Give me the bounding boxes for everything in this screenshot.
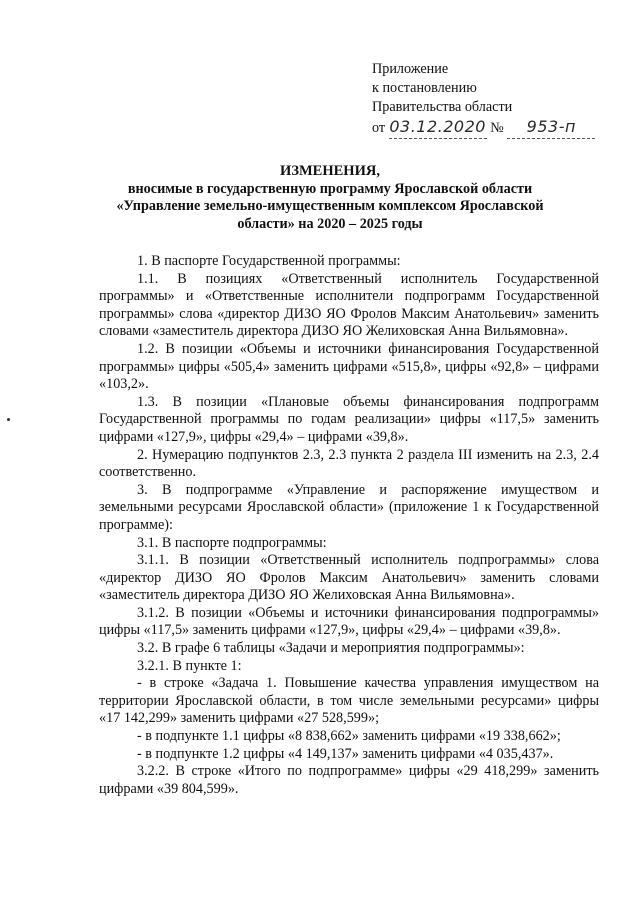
number-label: №	[490, 120, 504, 136]
paragraph: 3.2.2. В строке «Итого по подпрограмме» цифры «29 418,299» заменить цифрами «39 804,599».	[99, 763, 599, 797]
appendix-line-2: к постановлению	[372, 80, 477, 96]
paragraph: 3.1. В паспорте подпрограммы:	[137, 534, 327, 551]
title-line-2: «Управление земельно-имущественным комплексом Ярославской	[116, 198, 544, 214]
document-body	[99, 253, 599, 798]
paragraph: 3. В подпрограмме «Управление и распоряжение имуществом и земельными ресурсами Ярославской области» (приложение 1 к Государственной программе):	[99, 481, 599, 533]
handwritten-number: 953-п	[526, 117, 576, 136]
from-label: от	[372, 120, 386, 136]
paragraph: 1.3. В позиции «Плановые объемы финансирования подпрограмм Государственной программы по годам реализации» цифры «117,5» заменить цифрами «127,9», цифры «29,4» – цифрами «39,8».	[99, 393, 599, 445]
paragraph: - в подпункте 1.1 цифры «8 838,662» заменить цифрами «19 338,662»;	[137, 728, 561, 745]
appendix-line-1: Приложение	[372, 61, 449, 77]
title-line-1: вносимые в государственную программу Ярославской области	[127, 180, 533, 197]
paragraph: 1.2. В позиции «Объемы и источники финансирования Государственной программы» цифры «505,4» заменить цифрами «515,8», цифры «92,8» – цифрами «103,2».	[99, 340, 599, 393]
paragraph: 1. В паспорте Государственной программы:	[137, 253, 401, 269]
paragraph: 1.1. В позициях «Ответственный исполнитель Государственной программы» и «Ответственные исполнители подпрограмм Государственной программы» слова «директор ДИЗО ЯО Фролов Максим Анатольевич» заменить словами «заместитель директора ДИЗО ЯО Желиховская Анна Вильямовна».	[99, 270, 599, 340]
document-title	[60, 163, 600, 233]
title-heading: ИЗМЕНЕНИЯ,	[280, 163, 380, 179]
paragraph: 3.2. В графе 6 таблицы «Задачи и мероприятия подпрограммы»:	[137, 640, 525, 657]
paragraph: 3.2.1. В пункте 1:	[137, 657, 242, 674]
scan-speck	[7, 418, 10, 421]
date-field	[389, 117, 487, 139]
handwritten-date: 03.12.2020	[389, 117, 486, 136]
paragraph: - в строке «Задача 1. Повышение качества управления имуществом на территории Ярославской области, в том числе земельными ресурсами» цифры «17 142,299» заменить цифрами «27 528,599»;	[99, 675, 599, 727]
appendix-date-line	[372, 117, 622, 139]
appendix-header	[372, 60, 622, 139]
paragraph: 3.1.1. В позиции «Ответственный исполнитель подпрограммы» слова «директор ДИЗО ЯО Фролов Максим Анатольевич» заменить словами «заместитель директора ДИЗО ЯО Желиховская Анна Вильямовна».	[99, 552, 599, 604]
title-line-3: области» на 2020 – 2025 годы	[237, 215, 423, 232]
paragraph: 2. Нумерацию подпунктов 2.3, 2.3 пункта 2 раздела III изменить на 2.3, 2.4 соответственно.	[99, 446, 599, 481]
number-field	[507, 117, 595, 139]
appendix-line-3: Правительства области	[372, 99, 513, 115]
paragraph: - в подпункте 1.2 цифры «4 149,137» заменить цифрами «4 035,437».	[137, 745, 554, 762]
paragraph: 3.1.2. В позиции «Объемы и источники финансирования подпрограммы» цифры «117,5» заменить цифрами «127,9», цифры «29,4» – цифрами «39,8».	[99, 604, 599, 639]
